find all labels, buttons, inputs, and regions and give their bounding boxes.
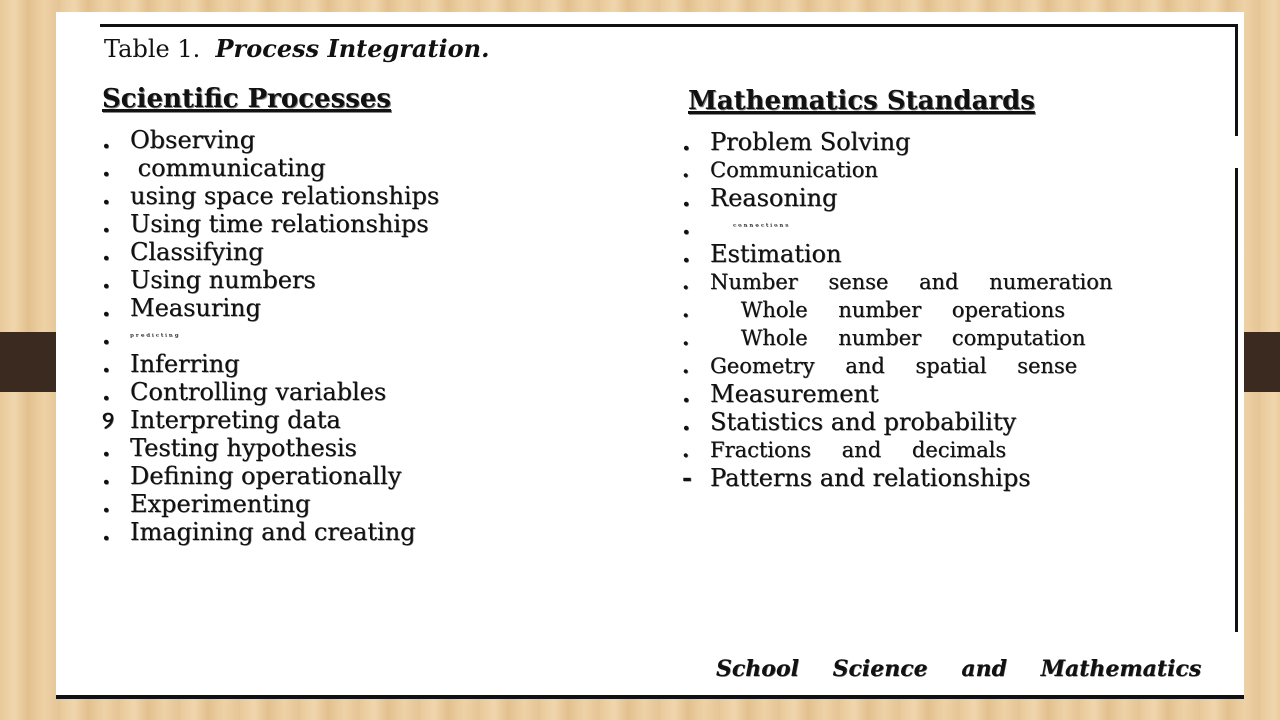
table-top-rule	[100, 24, 1238, 27]
mathematics-standards-heading: Mathematics Standards	[688, 86, 1035, 116]
bullet: .	[102, 433, 111, 462]
list-item	[102, 126, 439, 154]
list-item-text: Problem Solving	[710, 128, 911, 156]
list-item-text: Inferring	[130, 350, 240, 378]
bullet: .	[682, 379, 691, 408]
bullet: .	[102, 489, 111, 518]
background-band-left	[0, 332, 60, 392]
list-item	[682, 436, 1112, 464]
bullet: .	[682, 407, 691, 436]
bullet: .	[102, 153, 111, 182]
bullet: .	[102, 125, 111, 154]
table-bottom-rule	[56, 695, 1244, 699]
bullet: .	[682, 239, 691, 268]
bullet: .	[682, 325, 690, 350]
list-item	[682, 296, 1112, 324]
list-item-text: Reasoning	[710, 184, 838, 212]
bullet: .	[102, 517, 111, 546]
list-item	[102, 518, 439, 546]
list-item-text: Whole number operations	[740, 298, 1065, 322]
list-item-text: Experimenting	[130, 490, 311, 518]
background-band-right	[1238, 332, 1280, 392]
mathematics-standards-list	[682, 128, 1112, 492]
caption-title: Process Integration.	[215, 34, 490, 63]
list-item-text: Using time relationships	[130, 210, 429, 238]
list-item	[102, 294, 439, 322]
list-item-text: Using numbers	[130, 266, 316, 294]
list-item	[682, 240, 1112, 268]
bullet: .	[682, 297, 690, 322]
scientific-processes-list	[102, 126, 439, 546]
list-item-text: Patterns and relationships	[710, 464, 1031, 492]
list-item	[682, 184, 1112, 212]
list-item	[682, 380, 1112, 408]
scientific-processes-heading: Scientific Processes	[102, 84, 392, 114]
bullet: .	[102, 209, 111, 238]
list-item-text: Communication	[710, 158, 878, 182]
list-item-text: Defining operationally	[130, 462, 402, 490]
list-item-text: using space relationships	[130, 182, 440, 210]
bullet: -	[682, 463, 692, 492]
bullet: .	[102, 181, 111, 210]
list-item	[682, 352, 1112, 380]
list-item-text: communicating	[137, 154, 326, 182]
list-item-text: ᵖʳᵉᵈⁱᶜᵗⁱⁿᵍ	[130, 332, 181, 343]
list-item	[102, 322, 439, 350]
list-item-text: Testing hypothesis	[130, 434, 357, 462]
list-item-text: Interpreting data	[130, 406, 341, 434]
list-item	[682, 464, 1112, 492]
bullet: .	[102, 293, 111, 322]
list-item	[102, 266, 439, 294]
bullet: .	[102, 237, 111, 266]
list-item	[682, 324, 1112, 352]
list-item	[102, 406, 439, 434]
list-item	[102, 210, 439, 238]
rule-gap	[1228, 136, 1244, 168]
bullet: .	[682, 183, 691, 212]
bullet: .	[682, 353, 690, 378]
list-item-text: Whole number computation	[740, 326, 1086, 350]
bullet: ୨	[102, 405, 114, 434]
table-caption	[104, 34, 489, 63]
list-item-text: Statistics and probability	[710, 408, 1017, 436]
list-item-text: ᶜᵒⁿⁿᵉᶜᵗⁱᵒⁿˢ	[732, 222, 791, 233]
caption-prefix: Table 1.	[104, 35, 201, 63]
list-item-text: Measuring	[130, 294, 261, 322]
bullet: .	[682, 437, 690, 462]
bullet: .	[102, 377, 111, 406]
list-item	[682, 268, 1112, 296]
list-item-text: Classifying	[130, 238, 264, 266]
list-item-text: Measurement	[710, 380, 879, 408]
list-item-text: Observing	[130, 126, 256, 154]
list-item-text: Estimation	[710, 240, 842, 268]
document-sheet	[56, 12, 1244, 698]
bullet: .	[102, 349, 111, 378]
list-item	[102, 434, 439, 462]
list-item	[102, 378, 439, 406]
bullet: .	[682, 211, 691, 240]
table-right-rule	[1235, 24, 1238, 632]
bullet: .	[102, 461, 111, 490]
list-item	[682, 128, 1112, 156]
list-item	[682, 212, 1112, 240]
bullet: .	[102, 321, 111, 350]
list-item	[102, 154, 439, 182]
list-item	[102, 182, 439, 210]
list-item	[102, 490, 439, 518]
source-journal: School Science and Mathematics	[716, 656, 1202, 682]
list-item	[102, 350, 439, 378]
bullet: .	[682, 127, 691, 156]
list-item-text: Geometry and spatial sense	[710, 354, 1078, 378]
list-item-text: Controlling variables	[130, 378, 387, 406]
bullet: .	[682, 269, 690, 294]
bullet: .	[682, 157, 690, 182]
list-item-text: Fractions and decimals	[710, 438, 1007, 462]
list-item-text: Number sense and numeration	[710, 270, 1113, 294]
list-item	[682, 156, 1112, 184]
list-item	[682, 408, 1112, 436]
list-item-text: Imagining and creating	[130, 518, 416, 546]
list-item	[102, 238, 439, 266]
bullet: .	[102, 265, 111, 294]
list-item	[102, 462, 439, 490]
